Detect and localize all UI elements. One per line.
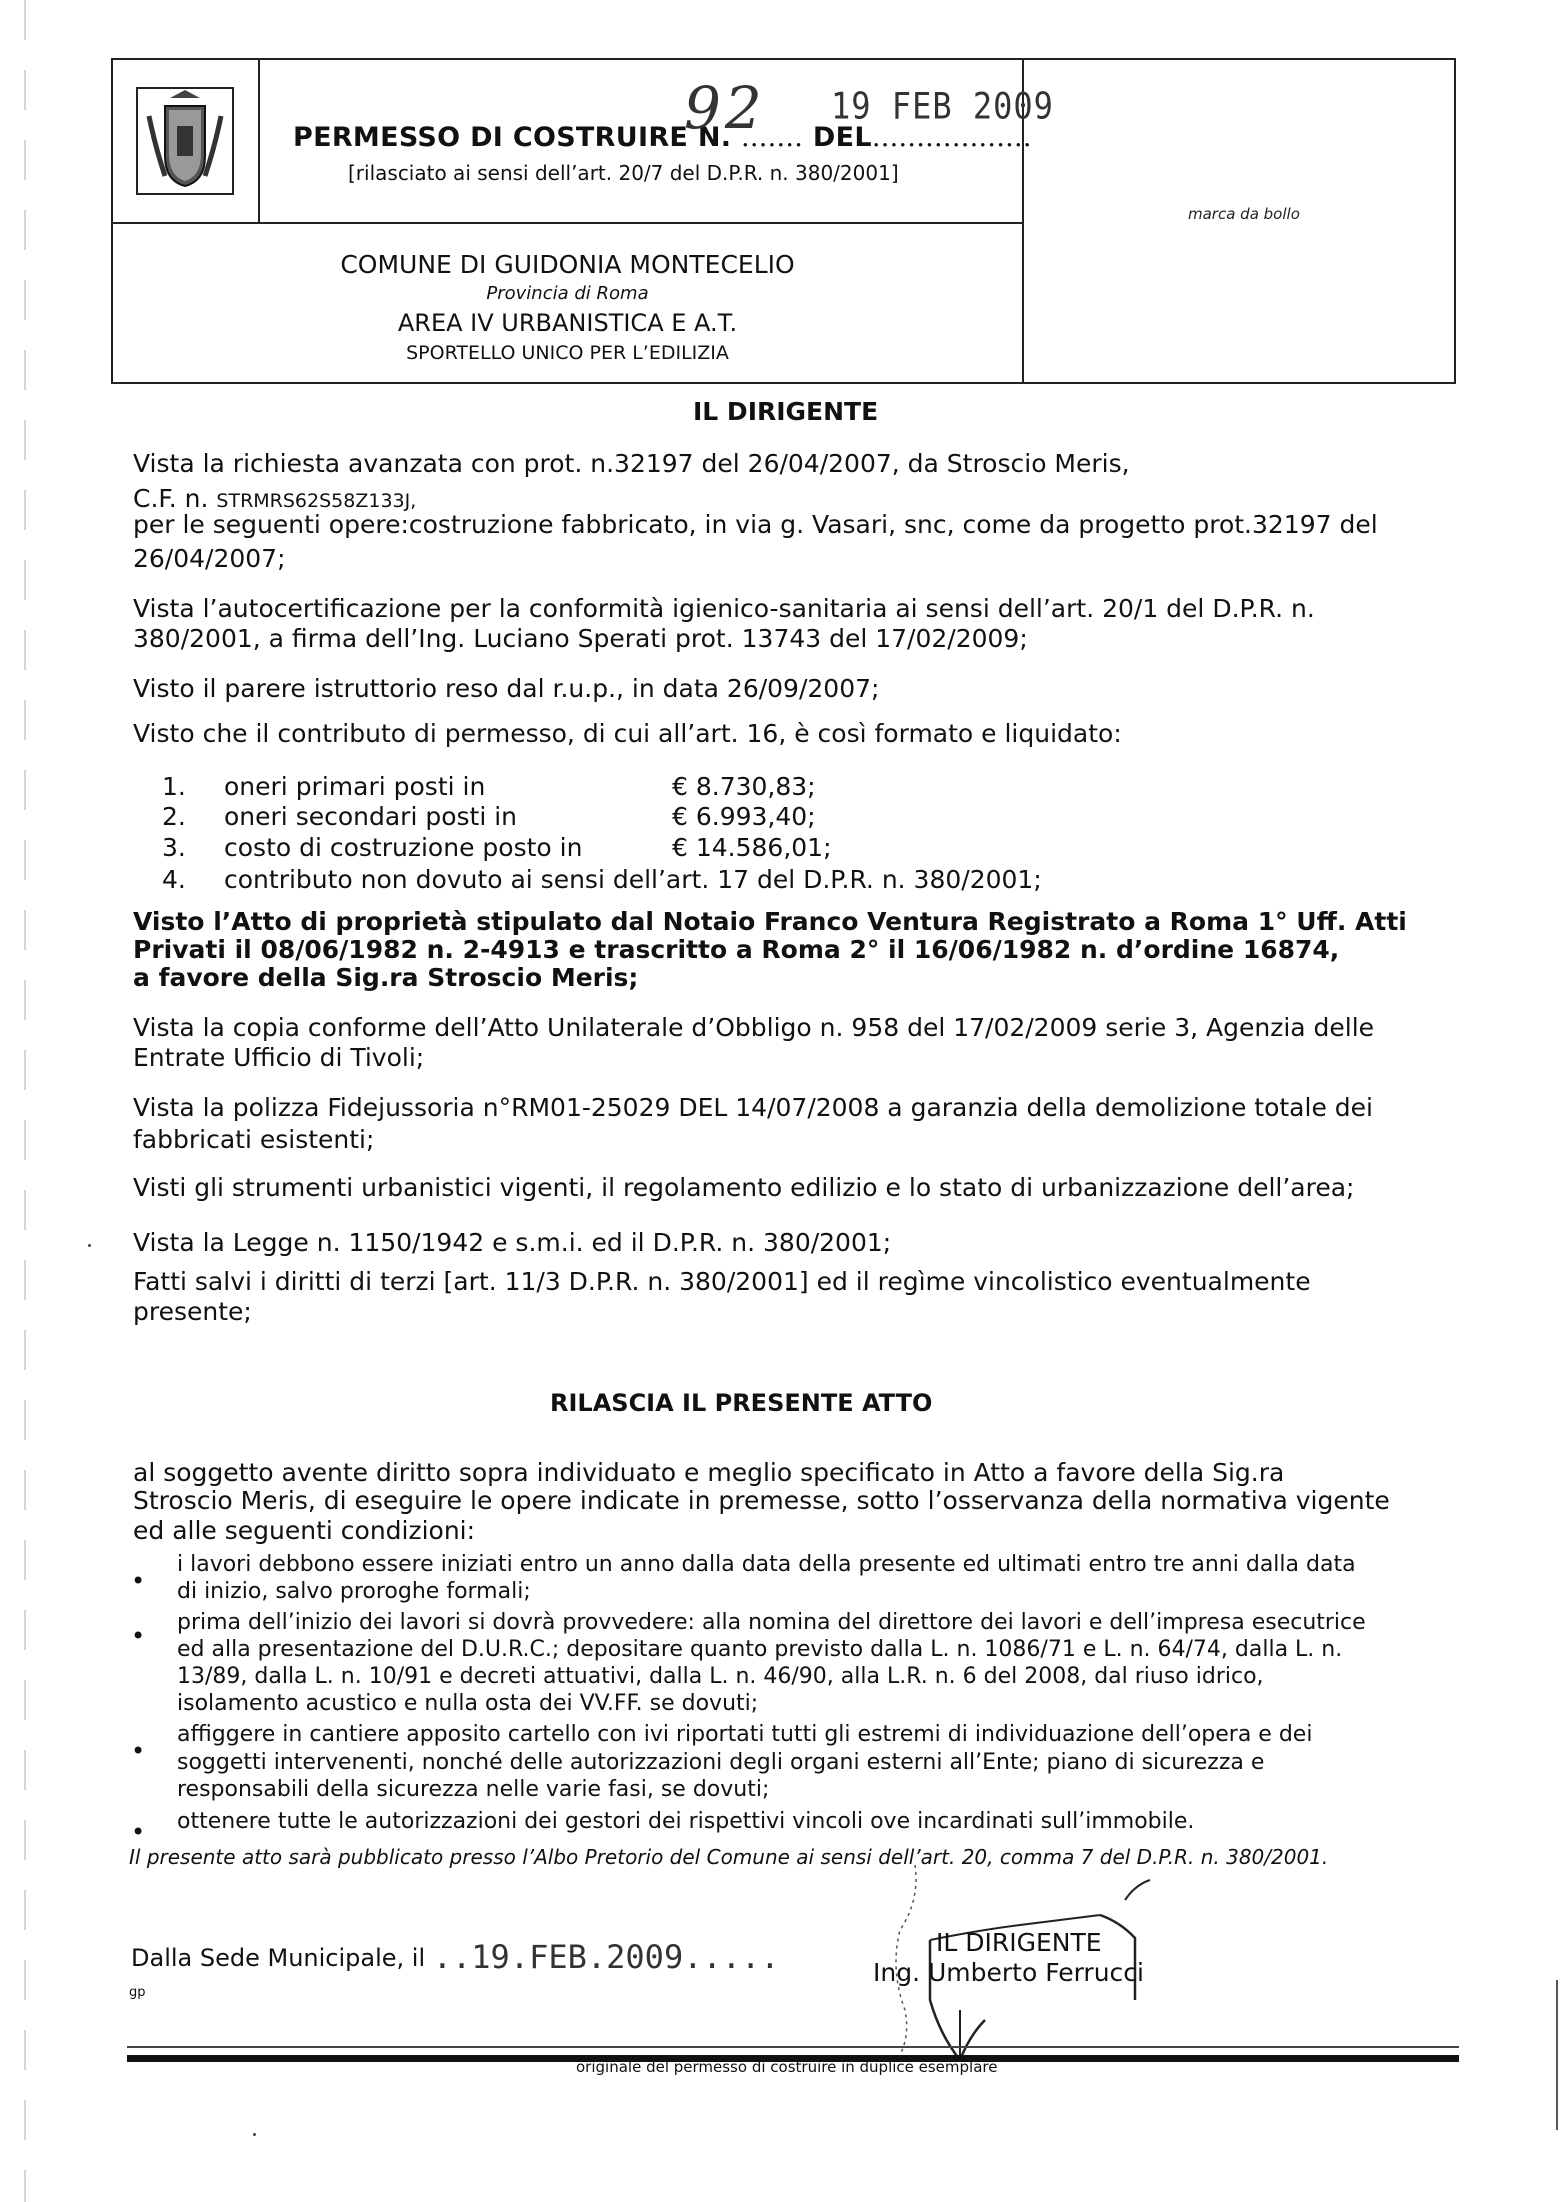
list-item-amount: € 8.730,83; [672, 772, 816, 801]
condizione-2-line4: isolamento acustico e nulla osta dei VV.FF. se dovuti; [177, 1691, 759, 1716]
header-permit-row [113, 60, 1054, 224]
premessa-opere-line1: per le seguenti opere:costruzione fabbricato, in via g. Vasari, snc, come da progetto prot.32197 del [133, 510, 1378, 539]
condizione-1-line2: di inizio, salvo proroghe formali; [177, 1579, 531, 1604]
condizione-2-line2: ed alla presentazione del D.U.R.C.; depositare quanto previsto dalla L. n. 1086/71 e L. n. 64/74, dalla L. n. [177, 1637, 1343, 1662]
signature-name: Ing. Umberto Ferrucci [873, 1958, 1144, 1987]
sede-date-stamp: ..19.FEB.2009..... [432, 1938, 780, 1976]
rilascia-text-line2: Stroscio Meris, di eseguire le opere indicate in premesse, sotto l’osservanza della normativa vigente [133, 1486, 1390, 1515]
condizione-2-line3: 13/89, dalla L. n. 10/91 e decreti attuativi, dalla L. n. 46/90, alla L.R. n. 6 del 2008, dal riuso idrico, [177, 1664, 1264, 1689]
provincia: Provincia di Roma [486, 283, 649, 304]
list-item-number: 1. [162, 772, 186, 801]
premessa-atto-unilaterale-line1: Vista la copia conforme dell’Atto Unilaterale d’Obbligo n. 958 del 17/02/2009 serie 3, Agenzia delle [133, 1013, 1375, 1042]
premessa-diritti-terzi-line1: Fatti salvi i diritti di terzi [art. 11/3 D.P.R. n. 380/2001] ed il regìme vincolistico eventualmente [133, 1267, 1311, 1296]
header-left-section [113, 60, 1054, 384]
rilascia-text-line3: ed alle seguenti condizioni: [133, 1516, 476, 1545]
bullet: • [131, 1622, 146, 1650]
condizione-2-line1: prima dell’inizio dei lavori si dovrà provvedere: alla nomina del direttore dei lavori e dell’impresa esecutrice [177, 1610, 1366, 1635]
cf-label: C.F. n. [133, 484, 217, 513]
list-item-label: costo di costruzione posto in [224, 833, 583, 862]
premessa-autocertificazione-line1: Vista l’autocertificazione per la conformità igienico-sanitaria ai sensi dell’art. 20/1 del D.P.R. n. [133, 594, 1315, 623]
sede-municipale-line [131, 1936, 780, 1974]
premessa-legge: Vista la Legge n. 1150/1942 e s.m.i. ed il D.P.R. n. 380/2001; [133, 1228, 892, 1257]
list-item-number: 3. [162, 833, 186, 862]
footer-rule-thin [127, 2046, 1459, 2048]
del-label: DEL [812, 122, 872, 153]
condizione-3-line2: soggetti intervenenti, nonché delle autorizzazioni degli organi esterni all’Ente; piano di sicurezza e [177, 1750, 1265, 1775]
premessa-diritti-terzi-line2: presente; [133, 1297, 252, 1326]
premessa-strumenti: Visti gli strumenti urbanistici vigenti, il regolamento edilizio e lo stato di urbanizzazione dell’area; [133, 1173, 1355, 1202]
sede-label: Dalla Sede Municipale, il [131, 1944, 433, 1972]
del-dots: .................. [871, 122, 1032, 153]
list-item-number: 4. [162, 865, 186, 894]
atto-proprieta-line3: a favore della Sig.ra Stroscio Meris; [133, 963, 639, 992]
marca-da-bollo-label: marca da bollo [1188, 205, 1300, 223]
atto-proprieta-line1: Visto l’Atto di proprietà stipulato dal Notaio Franco Ventura Registrato a Roma 1° Uff. Atti [133, 907, 1407, 936]
list-item-label: contributo non dovuto ai sensi dell’art. 17 del D.P.R. n. 380/2001; [224, 865, 1042, 894]
bullet: • [131, 1818, 146, 1846]
header-box [111, 58, 1456, 384]
condizione-1-line1: i lavori debbono essere iniziati entro un anno dalla data della presente ed ultimati entro tre anni dalla data [177, 1552, 1356, 1577]
premessa-polizza-line1: Vista la polizza Fidejussoria n°RM01-25029 DEL 14/07/2008 a garanzia della demolizione totale dei [133, 1093, 1373, 1122]
atto-proprieta-line2: Privati il 08/06/1982 n. 2-4913 e trascritto a Roma 2° il 16/06/1982 n. d’ordine 16874, [133, 935, 1340, 964]
stamped-date: 19 FEB 2009 [831, 84, 1054, 128]
comune-name: COMUNE DI GUIDONIA MONTECELIO [340, 250, 795, 279]
permit-label: PERMESSO DI COSTRUIRE N. [293, 122, 732, 153]
scan-dot [88, 1244, 91, 1247]
bullet: • [131, 1737, 146, 1765]
condizione-3-line3: responsabili della sicurezza nelle varie fasi, se dovuti; [177, 1777, 770, 1802]
list-item-label: oneri secondari posti in [224, 802, 518, 831]
sportello-name: SPORTELLO UNICO PER L’EDILIZIA [406, 342, 729, 364]
municipal-coat-of-arms-icon [135, 86, 235, 196]
condizione-3-line1: affiggere in cantiere apposito cartello con ivi riportati tutti gli estremi di individuazione dell’opera e dei [177, 1722, 1313, 1747]
author-initials: gp [129, 1985, 146, 2000]
emblem-cell [113, 60, 260, 222]
condizione-4-line1: ottenere tutte le autorizzazioni dei gestori dei rispettivi vincoli ove incardinati sull’immobile. [177, 1809, 1195, 1834]
premessa-parere: Visto il parere istruttorio reso dal r.u.p., in data 26/09/2007; [133, 674, 880, 703]
bullet: • [131, 1567, 146, 1595]
pubblicazione-note: Il presente atto sarà pubblicato presso l’Albo Pretorio del Comune ai sensi dell’art. 20, comma 7 del D.P.R. n. 380/2001. [129, 1845, 1329, 1869]
rilascia-title: RILASCIA IL PRESENTE ATTO [550, 1389, 933, 1417]
list-item-number: 2. [162, 802, 186, 831]
premessa-contributo: Visto che il contributo di permesso, di cui all’art. 16, è così formato e liquidato: [133, 719, 1122, 748]
premessa-richiesta-line1: Vista la richiesta avanzata con prot. n.32197 del 26/04/2007, da Stroscio Meris, [133, 449, 1130, 478]
rilascia-text-line1: al soggetto avente diritto sopra individuato e meglio specificato in Atto a favore della Sig.ra [133, 1458, 1285, 1487]
list-item-amount: € 14.586,01; [672, 833, 832, 862]
document-title: IL DIRIGENTE [693, 397, 879, 426]
area-name: AREA IV URBANISTICA E A.T. [397, 309, 738, 337]
scan-edge-artifact [24, 0, 26, 2202]
premessa-polizza-line2: fabbricati esistenti; [133, 1125, 375, 1154]
footer-note: originale del permesso di costruire in duplice esemplare [576, 2058, 998, 2076]
handwritten-permit-number: 92 [684, 74, 766, 142]
scan-edge-artifact-right [1556, 1980, 1558, 2130]
list-item-amount: € 6.993,40; [672, 802, 816, 831]
premessa-opere-line2: 26/04/2007; [133, 544, 286, 573]
cf-value: STRMRS62S58Z133J, [216, 490, 417, 512]
signature-title: IL DIRIGENTE [936, 1928, 1102, 1957]
scan-dot [253, 2133, 256, 2136]
premessa-atto-unilaterale-line2: Entrate Ufficio di Tivoli; [133, 1043, 425, 1072]
list-item-label: oneri primari posti in [224, 772, 486, 801]
permit-dots: ....... [741, 122, 804, 153]
permit-subtitle: [rilasciato ai sensi dell’art. 20/7 del D.P.R. n. 380/2001] [348, 161, 899, 185]
premessa-autocertificazione-line2: 380/2001, a firma dell’Ing. Luciano Sperati prot. 13743 del 17/02/2009; [133, 624, 1028, 653]
